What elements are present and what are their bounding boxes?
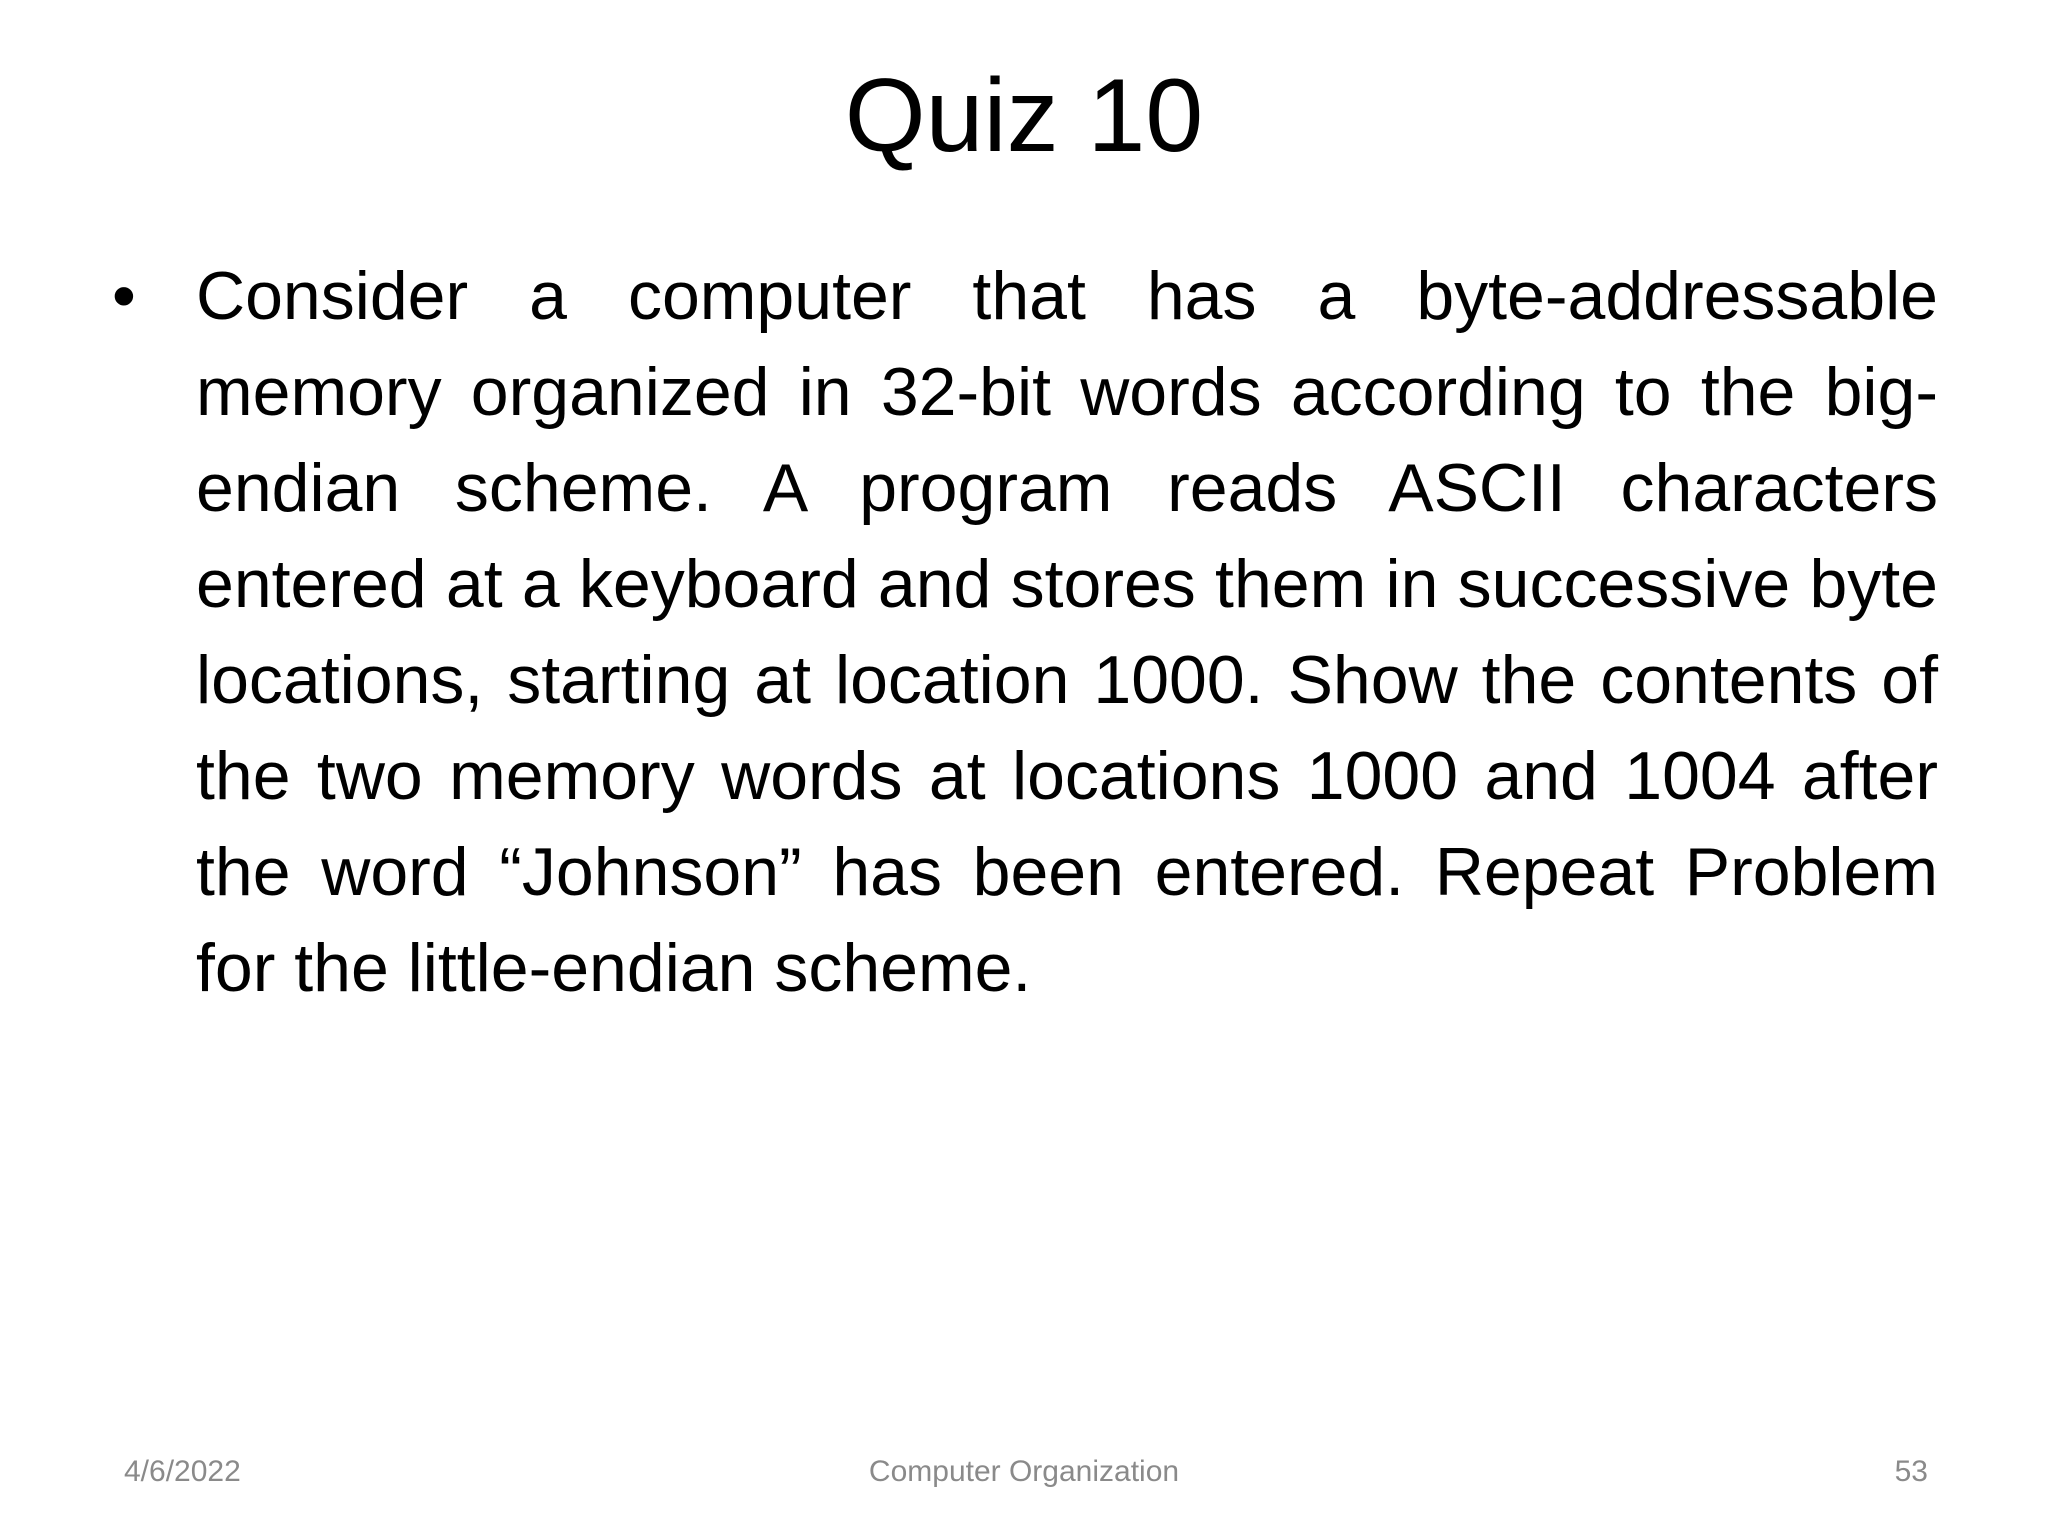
page-number: 53 [1894,1455,1928,1488]
bullet-list [108,248,1938,1016]
footer-title: Computer Organization [868,1455,1180,1488]
bullet-item [108,248,1938,1016]
bullet-icon: • [112,258,136,334]
slide-title: Quiz 10 [844,58,1204,174]
bullet-text: Consider a computer that has a byte-addressable memory organized in 32-bit words according to the big-endian scheme. A program reads ASCII characters entered at a keyboard and stores them in successive byte locations, starting at location 1000. Show the contents of the two memory words at locations 1000 and 1004 after the word “Johnson” has been entered. Repeat Problem for the little-endian scheme. [196,258,1938,1006]
footer-date: 4/6/2022 [124,1455,241,1488]
